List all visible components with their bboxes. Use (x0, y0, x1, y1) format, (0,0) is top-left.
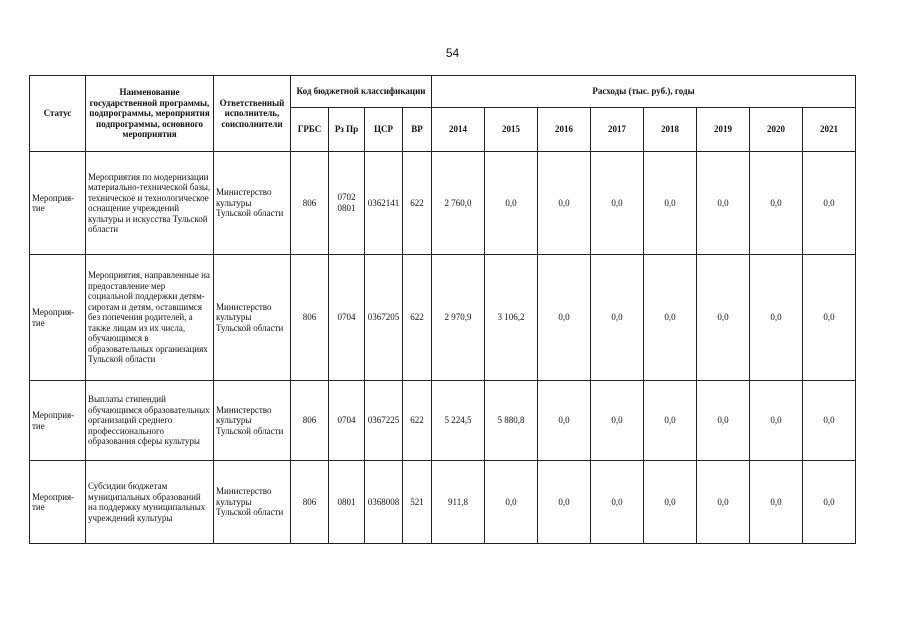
table-row (30, 461, 856, 544)
header-executor: Ответственный исполнитель, соисполнители (214, 76, 291, 152)
row-vr: 622 (403, 152, 432, 255)
header-year-2014: 2014 (432, 108, 485, 152)
row-value-2019: 0,0 (697, 152, 750, 255)
row-csr: 0368008 (365, 461, 403, 544)
row-vr: 521 (403, 461, 432, 544)
row-status: Мероприя-тие (30, 461, 86, 544)
header-year-2015: 2015 (485, 108, 538, 152)
header-year-2017: 2017 (591, 108, 644, 152)
row-rzpr: 0801 (329, 461, 365, 544)
header-year-2016: 2016 (538, 108, 591, 152)
row-name: Субсидии бюджетам муниципальных образований на поддержку муниципальных учреждений культуры (86, 461, 214, 544)
row-value-2015: 3 106,2 (485, 255, 538, 381)
header-grbs: ГРБС (291, 108, 329, 152)
row-vr: 622 (403, 381, 432, 461)
row-rzpr: 0704 (329, 255, 365, 381)
row-grbs: 806 (291, 461, 329, 544)
row-value-2018: 0,0 (644, 461, 697, 544)
header-row-1 (30, 76, 856, 108)
row-value-2015: 0,0 (485, 461, 538, 544)
row-value-2014: 5 224,5 (432, 381, 485, 461)
row-value-2021: 0,0 (803, 255, 856, 381)
header-rzpr: Рз Пр (329, 108, 365, 152)
header-budget-code: Код бюджетной классификации (291, 76, 432, 108)
row-value-2019: 0,0 (697, 381, 750, 461)
header-vr: ВР (403, 108, 432, 152)
header-expenses: Расходы (тыс. руб.), годы (432, 76, 856, 108)
row-value-2021: 0,0 (803, 381, 856, 461)
row-value-2014: 2 760,0 (432, 152, 485, 255)
row-value-2018: 0,0 (644, 255, 697, 381)
page-number: 54 (445, 46, 460, 60)
budget-table (29, 75, 856, 544)
row-value-2015: 5 880,8 (485, 381, 538, 461)
row-csr: 0362141 (365, 152, 403, 255)
table-row (30, 255, 856, 381)
row-value-2017: 0,0 (591, 461, 644, 544)
row-executor: Министерство культуры Тульской области (214, 381, 291, 461)
row-value-2017: 0,0 (591, 255, 644, 381)
row-name: Мероприятия, направленные на предоставление мер социальной поддержки детям-сиротам и детям, оставшимся без попечения родителей, а также лицам из их числа, обучающимся в образовательных организациях Тульской области (86, 255, 214, 381)
row-status: Мероприя-тие (30, 381, 86, 461)
table-row (30, 152, 856, 255)
row-value-2017: 0,0 (591, 381, 644, 461)
row-name: Мероприятия по модернизации материально-технической базы, техническое и технологическое оснащение учреждений культуры и искусства Тульской области (86, 152, 214, 255)
row-grbs: 806 (291, 152, 329, 255)
row-rzpr: 0702 0801 (329, 152, 365, 255)
row-executor: Министерство культуры Тульской области (214, 255, 291, 381)
row-value-2016: 0,0 (538, 461, 591, 544)
row-value-2014: 911,8 (432, 461, 485, 544)
row-value-2019: 0,0 (697, 461, 750, 544)
row-rzpr: 0704 (329, 381, 365, 461)
row-value-2020: 0,0 (750, 461, 803, 544)
header-year-2020: 2020 (750, 108, 803, 152)
row-value-2020: 0,0 (750, 381, 803, 461)
row-value-2020: 0,0 (750, 255, 803, 381)
row-value-2015: 0,0 (485, 152, 538, 255)
row-csr: 0367225 (365, 381, 403, 461)
row-executor: Министерство культуры Тульской области (214, 152, 291, 255)
header-year-2019: 2019 (697, 108, 750, 152)
row-value-2016: 0,0 (538, 152, 591, 255)
row-value-2014: 2 970,9 (432, 255, 485, 381)
table-row (30, 381, 856, 461)
header-csr: ЦСР (365, 108, 403, 152)
row-value-2017: 0,0 (591, 152, 644, 255)
row-status: Мероприя-тие (30, 152, 86, 255)
row-vr: 622 (403, 255, 432, 381)
row-csr: 0367205 (365, 255, 403, 381)
row-value-2016: 0,0 (538, 255, 591, 381)
row-value-2021: 0,0 (803, 461, 856, 544)
row-status: Мероприя-тие (30, 255, 86, 381)
row-grbs: 806 (291, 255, 329, 381)
header-name: Наименование государственной программы, подпрограммы, мероприятия подпрограммы, основного мероприятия (86, 76, 214, 152)
header-year-2018: 2018 (644, 108, 697, 152)
header-status: Статус (30, 76, 86, 152)
row-name: Выплаты стипендий обучающимся образовательных организаций среднего профессионального образования сферы культуры (86, 381, 214, 461)
row-value-2018: 0,0 (644, 152, 697, 255)
row-value-2019: 0,0 (697, 255, 750, 381)
row-value-2016: 0,0 (538, 381, 591, 461)
header-year-2021: 2021 (803, 108, 856, 152)
row-value-2020: 0,0 (750, 152, 803, 255)
row-grbs: 806 (291, 381, 329, 461)
row-value-2021: 0,0 (803, 152, 856, 255)
row-executor: Министерство культуры Тульской области (214, 461, 291, 544)
row-value-2018: 0,0 (644, 381, 697, 461)
